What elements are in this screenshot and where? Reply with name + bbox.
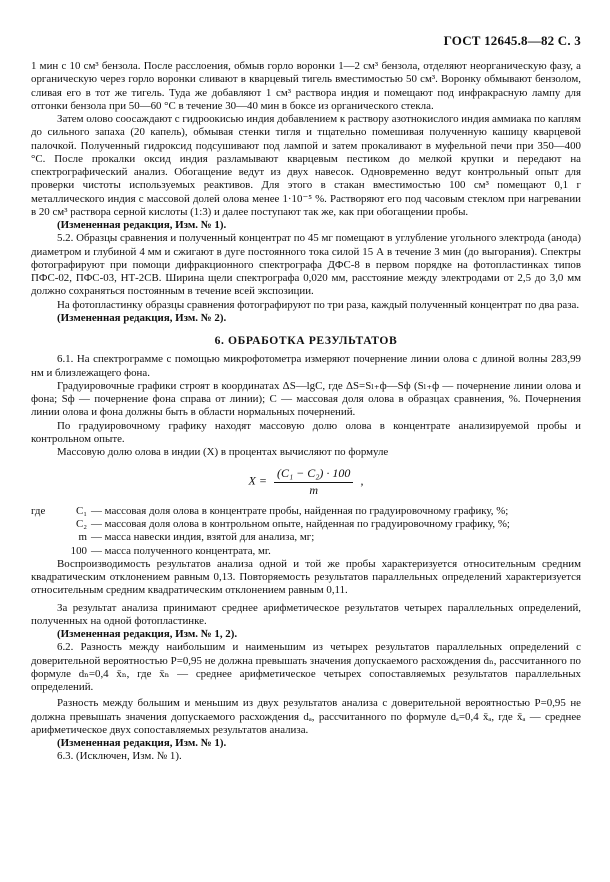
legend-symbol: 100 [70, 544, 87, 557]
paragraph: По градуировочному графику находят массовую долю олова в концентрате анализируемой пробы и контрольном опыте. [31, 419, 581, 445]
amendment-note: (Измененная редакция, Изм. № 2). [57, 311, 227, 324]
clause-6-3: 6.3. (Исключен, Изм. № 1). [57, 750, 182, 763]
amendment-note: (Измененная редакция, Изм. № 1). [57, 219, 227, 231]
legend-text: — масса навески индия, взятой для анализа, мг; [91, 531, 315, 544]
paragraph: Воспроизводимость результатов анализа одной и той же пробы характеризуется относительным средним квадратическим отклонением равным 0,13. Повторяемость результатов параллельных определений характеризуется относительным средним квадратическим отклонением равным 0,11. [31, 557, 581, 597]
formula-denominator: m [309, 482, 319, 497]
paragraph: На фотопластинку образцы сравнения фотографируют по три раза, каждый полученный концентрат по два раза. [57, 298, 580, 311]
legend-lead [31, 518, 69, 531]
legend-symbol: C₂ [75, 518, 87, 530]
paragraph: 1 мин с 10 см³ бензола. После расслоения, обмыв горло воронки 1—2 см³ бензола, отделяют неорганическую фазу, а органическую через горло воронки сливают в кварцевый тигель вместимостью 50 см³. Воронку обмывают бензолом, сливая его в тот же тигель. Туда же добавляют 1 см³ раствора индия и помещают под инфракрасную лампу для отгонки бензола при 50—60 °С в течение 30—40 мин в боксе из органического стекла. [31, 60, 581, 112]
paragraph: Градуировочные графики строят в координатах ΔS—lgC, где ΔS=Sₗ₊ф—Sф (Sₗ₊ф — почернение линии олова и фона; Sф — почернение фона справа от линии); С — массовая доля олова в образцах сравнения, %. Почернения линии олова и фона должны быть в области нормальных почернений. [31, 379, 581, 419]
amendment-note: (Измененная редакция, Изм. № 1). [57, 737, 227, 749]
amendment-note: (Измененная редакция, Изм. № 1, 2). [57, 628, 238, 640]
legend-text: — масса полученного концентрата, мг. [91, 544, 271, 557]
section-title: 6. ОБРАБОТКА РЕЗУЛЬТАТОВ [214, 334, 398, 347]
document-body [31, 60, 581, 764]
clause-6-1: 6.1. На спектрограмме с помощью микрофотометра измеряют почернение линии олова с длиной волны 283,99 нм и близлежащего фона. [31, 353, 581, 379]
formula-numerator: (C₁ − C₂) · 100 [274, 467, 353, 482]
legend-text: — массовая доля олова в концентрате пробы, найденная по градуировочному графику, %; [91, 504, 509, 517]
legend-lead: где [31, 504, 46, 517]
legend-lead [31, 531, 69, 544]
paragraph: За результат анализа принимают среднее арифметическое результатов четырех параллельных определений, полученных на одной фотопластинке. [31, 601, 581, 627]
formula-fraction [274, 467, 353, 497]
formula-legend [31, 505, 581, 558]
formula-tail: , [360, 473, 364, 488]
clause-5-2: 5.2. Образцы сравнения и полученный концентрат по 45 мг помещают в углубление угольного электрода (анода) диаметром и глубиной 4 мм и сжигают в дуге постоянного тока силой 15 А в течение 3 мин (до выгорания). Спектры фотографируют при помощи дифракционного спектрографа ДФС-8 в первом порядке на фотопластинках типов ПФС-02, ПФС-03, НТ-2СВ. Ширина щели спектрографа 0,020 мм, расстояние между электродами от 2,5 до 3,0 мм должно сохраняться постоянным в течение всей экспозиции. [31, 232, 581, 298]
legend-symbol: C₁ [75, 504, 87, 517]
clause-6-2: 6.2. Разность между наибольшим и наименьшим из четырех результатов параллельных определений с доверительной вероятностью P=0,95 не должна превышать значения допускаемого расхождения dₙ, рассчитанного по формуле dₙ=0,4 x̄ₙ, где x̄ₙ — среднее арифметическое четырех сопоставляемых результатов параллельных определений. [31, 641, 581, 693]
formula-lhs: X = [248, 473, 267, 488]
formula [31, 467, 581, 497]
legend-symbol: m [78, 531, 87, 544]
paragraph: Затем олово соосаждают с гидроокисью индия добавлением к раствору азотнокислого индия аммиака по каплям до сильного запаха (20 капель), обмывая стенки тигля и тщательно помешивая полученную кашицу кварцевой палочкой. Полученный гидроксид подсушивают под лампой и затем прокаливают в муфельной печи при 350—400 °С. После прокалки оксид индия разламывают кварцевым пестиком до мелкой крупки и передают на спектрографический анализ. Обогащение ведут из двух навесок. Одновременно ведут контрольный опыт для проверки чистоты используемых реактивов. Для этого в стакан вместимостью 100 см³ помещают 0,1 г металлического индия с массовой долей олова менее 1·10⁻⁵ %. Растворяют его под часовым стеклом при нагревании в 20 см³ раствора серной кислоты (1:3) и далее поступают так же, как при обогащении пробы. [31, 113, 581, 218]
paragraph: Массовую долю олова в индии (X) в процентах вычисляют по формуле [57, 446, 389, 458]
page-header: ГОСТ 12645.8—82 С. 3 [443, 33, 581, 48]
paragraph: Разность между большим и меньшим из двух результатов анализа с доверительной вероятностью P=0,95 не должна превышать значения допускаемого расхождения dₐ, рассчитанного по формуле dₐ=0,4 x̄ₐ, где x̄ₐ — среднее арифметическое двух сопоставляемых результатов анализа. [31, 697, 581, 736]
legend-text: — массовая доля олова в контрольном опыте, найденная по градуировочному графику, %; [91, 518, 510, 530]
legend-lead [31, 545, 69, 558]
